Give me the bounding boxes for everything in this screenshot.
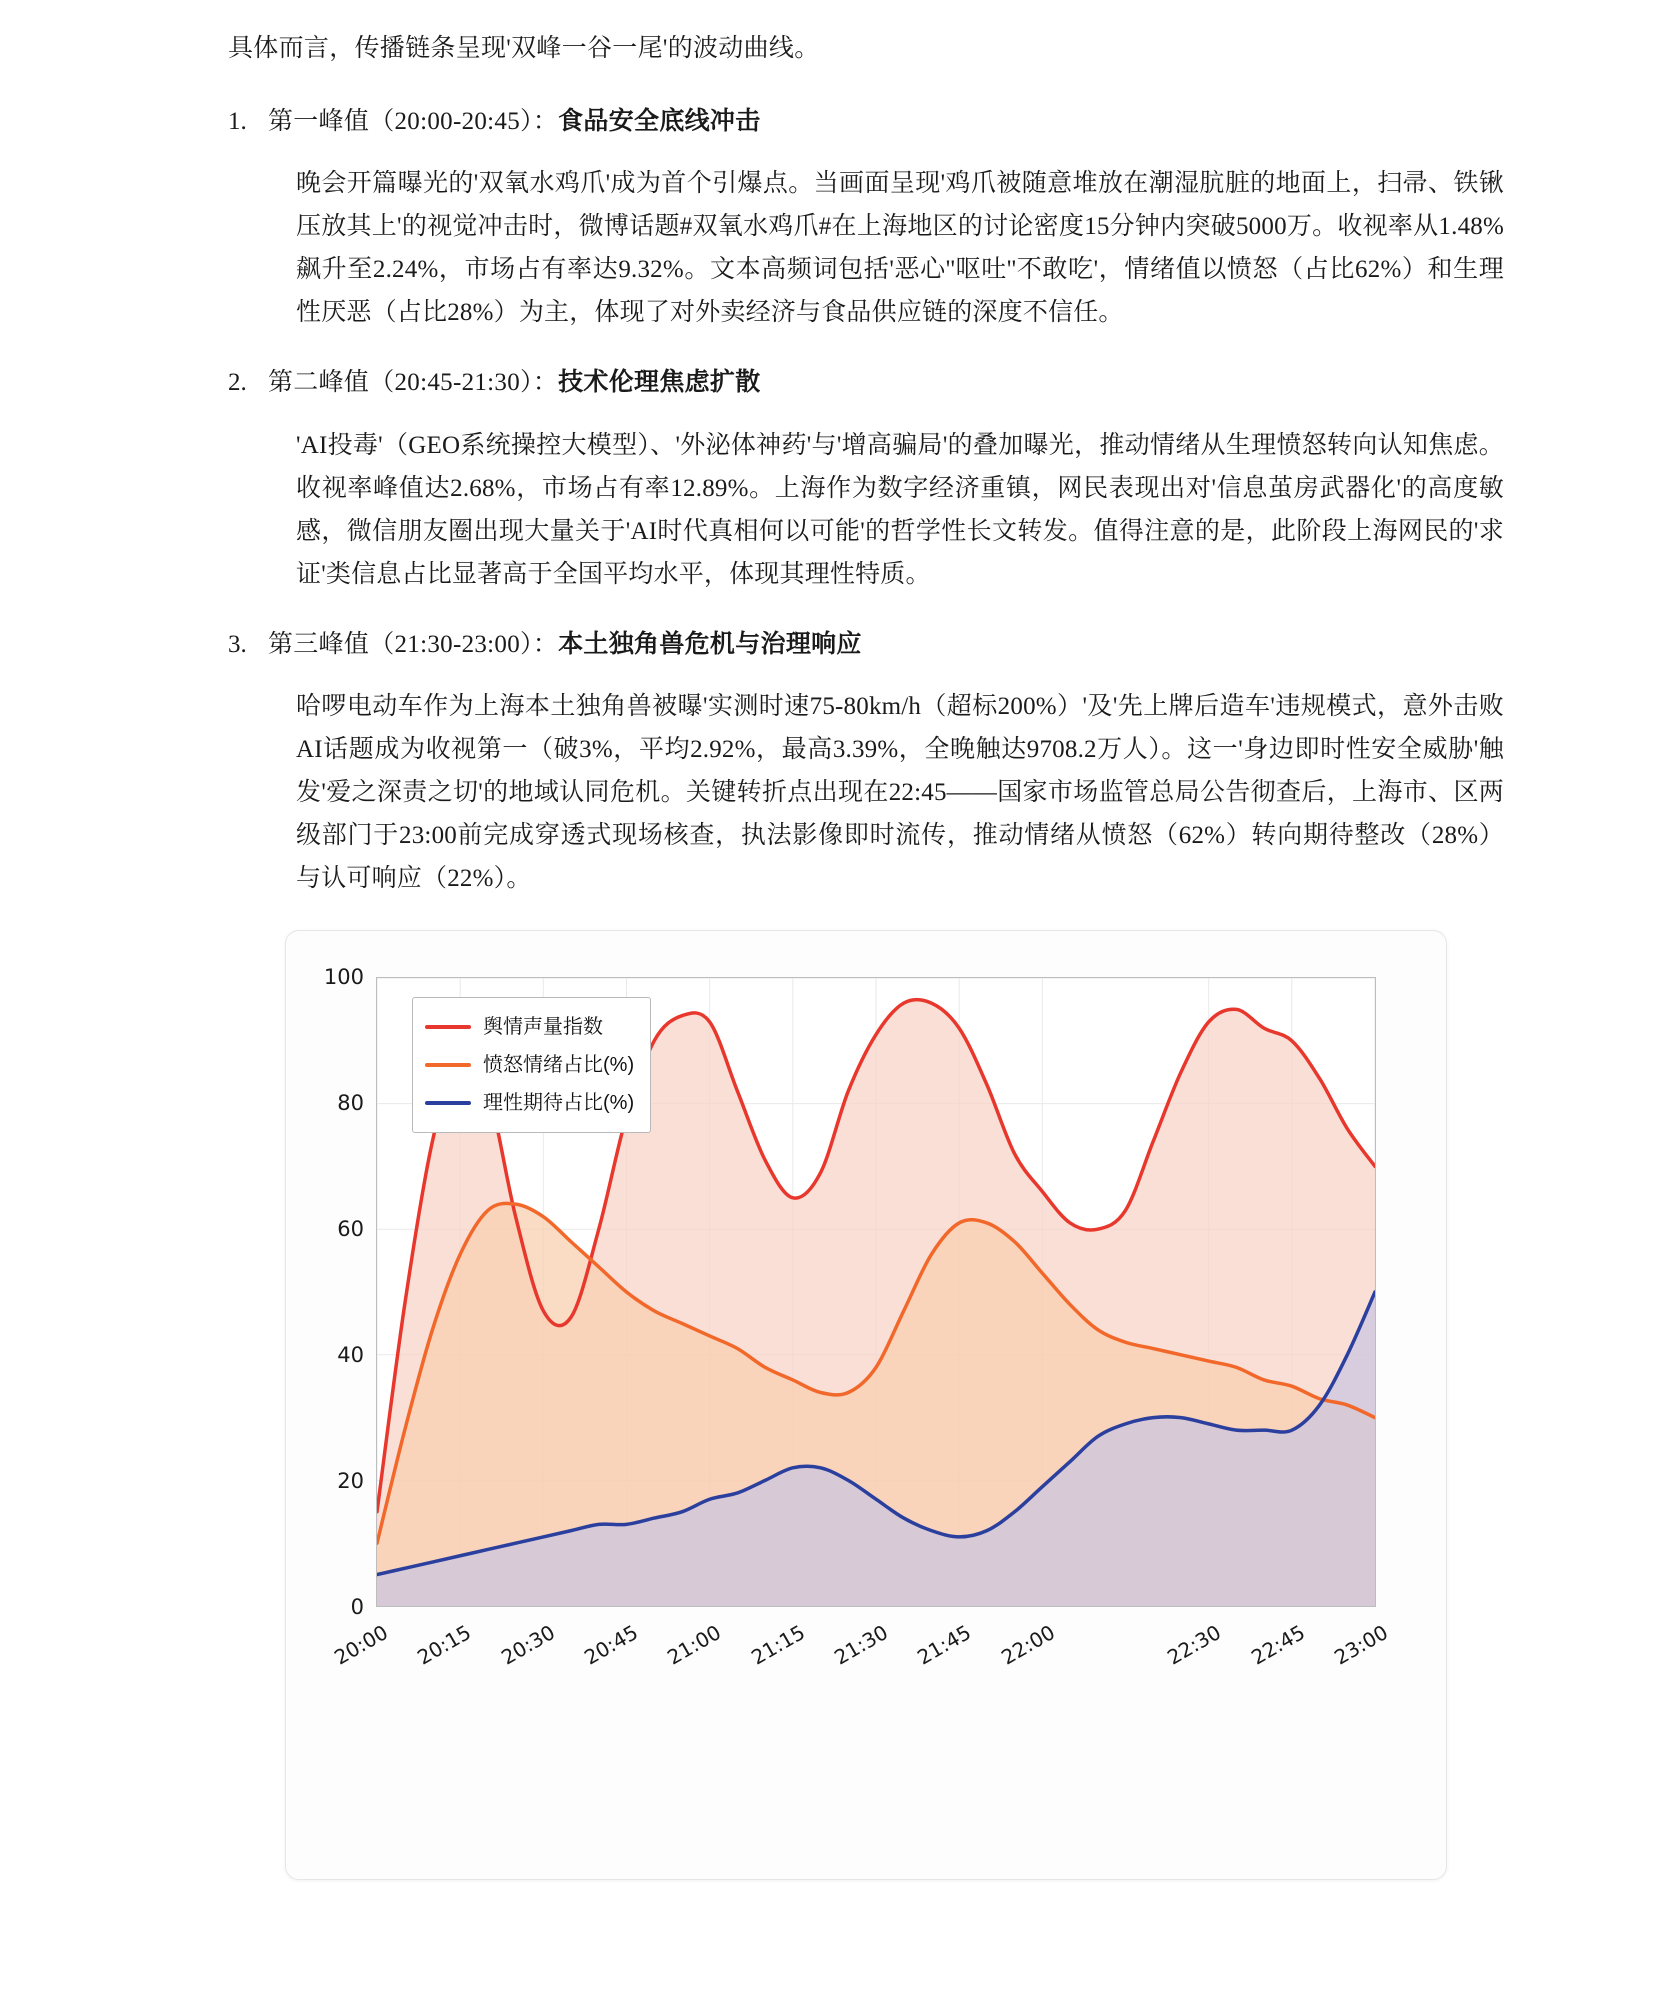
section-body: 晚会开篇曝光的'双氧水鸡爪'成为首个引爆点。当画面呈现'鸡爪被随意堆放在潮湿肮脏的地面上，扫帚、铁锹压放其上'的视觉冲击时，微博话题#双氧水鸡爪#在上海地区的讨论密度15分钟内突破5000万。收视率从1.48%飙升至2.24%，市场占有率达9.32%。文本高频词包括'恶心''呕吐''不敢吃'，情绪值以愤怒（占比62%）和生理性厌恶（占比28%）为主，体现了对外卖经济与食品供应链的深度不信任。	[296, 170, 1504, 327]
x-tick-label: 21:45	[913, 1620, 976, 1670]
list-item	[228, 626, 1504, 901]
x-tick-label: 21:30	[830, 1620, 892, 1670]
section-body: 哈啰电动车作为上海本土独角兽被曝'实测时速75-80km/h（超标200%）'及'先上牌后造车'违规模式，意外击败AI话题成为收视第一（破3%，平均2.92%，最高3.39%，全晚触达9708.2万人）。这一'身边即时性安全威胁'触发'爱之深责之切'的地域认同危机。关键转折点出现在22:45——国家市场监管总局公告彻查后，上海市、区两级部门于23:00前完成穿透式现场核查，执法影像即时流传，推动情绪从愤怒（62%）转向期待整改（28%）与认可响应（22%）。	[296, 693, 1504, 893]
list-item	[228, 364, 1504, 596]
chart-plot-area	[316, 959, 1416, 1829]
section-title-bold: 技术伦理焦虑扩散	[558, 369, 761, 397]
section-title	[268, 103, 1504, 141]
x-tick-label: 20:30	[496, 1620, 559, 1670]
section-title-prefix: 第三峰值（21:30-23:00）：	[268, 630, 559, 658]
y-tick-label: 0	[350, 1595, 364, 1620]
section-title-bold: 本土独角兽危机与治理响应	[558, 630, 862, 658]
legend-label: 理性期待占比(%)	[483, 1092, 635, 1115]
legend-swatch-volume	[425, 1025, 471, 1029]
section-title-bold: 食品安全底线冲击	[558, 107, 761, 135]
legend-swatch-rational	[425, 1101, 471, 1105]
y-tick-label: 40	[337, 1343, 364, 1368]
x-tick-label: 22:00	[996, 1620, 1059, 1670]
x-tick-label: 21:15	[746, 1620, 809, 1670]
section-title	[268, 364, 1504, 402]
legend-label: 舆情声量指数	[483, 1016, 603, 1039]
x-tick-label: 20:00	[330, 1620, 392, 1670]
y-tick-label: 80	[337, 1091, 364, 1116]
section-list	[228, 103, 1504, 901]
legend-label: 愤怒情绪占比(%)	[483, 1054, 635, 1077]
section-title	[268, 626, 1504, 664]
x-tick-label: 23:00	[1330, 1620, 1392, 1670]
section-body: 'AI投毒'（GEO系统操控大模型）、'外泌体神药'与'增高骗局'的叠加曝光，推动情绪从生理愤怒转向认知焦虑。收视率峰值达2.68%，市场占有率12.89%。上海作为数字经济重镇，网民表现出对'信息茧房武器化'的高度敏感，微信朋友圈出现大量关于'AI时代真相何以可能'的哲学性长文转发。值得注意的是，此阶段上海网民的'求证'类信息占比显著高于全国平均水平，体现其理性特质。	[296, 431, 1504, 588]
chart-legend	[412, 997, 651, 1133]
x-axis	[330, 1614, 1392, 1704]
x-tick-label: 22:45	[1246, 1620, 1309, 1670]
x-tick-label: 20:15	[413, 1620, 476, 1670]
section-title-prefix: 第一峰值（20:00-20:45）：	[268, 107, 559, 135]
list-item	[228, 103, 1504, 335]
legend-swatch-anger	[425, 1063, 471, 1067]
x-tick-label: 21:00	[663, 1620, 726, 1670]
y-tick-label: 20	[337, 1469, 364, 1494]
x-tick-label: 22:30	[1163, 1620, 1226, 1670]
chart-card	[285, 930, 1447, 1880]
lead-paragraph: 具体而言，传播链条呈现'双峰一谷一尾'的波动曲线。	[228, 35, 820, 62]
x-tick-label: 20:45	[580, 1620, 642, 1670]
legend-item	[425, 1008, 634, 1046]
legend-item	[425, 1046, 634, 1084]
section-title-prefix: 第二峰值（20:45-21:30）：	[268, 369, 559, 397]
legend-item	[425, 1084, 634, 1122]
y-tick-label: 100	[323, 965, 364, 990]
y-tick-label: 60	[337, 1217, 364, 1242]
